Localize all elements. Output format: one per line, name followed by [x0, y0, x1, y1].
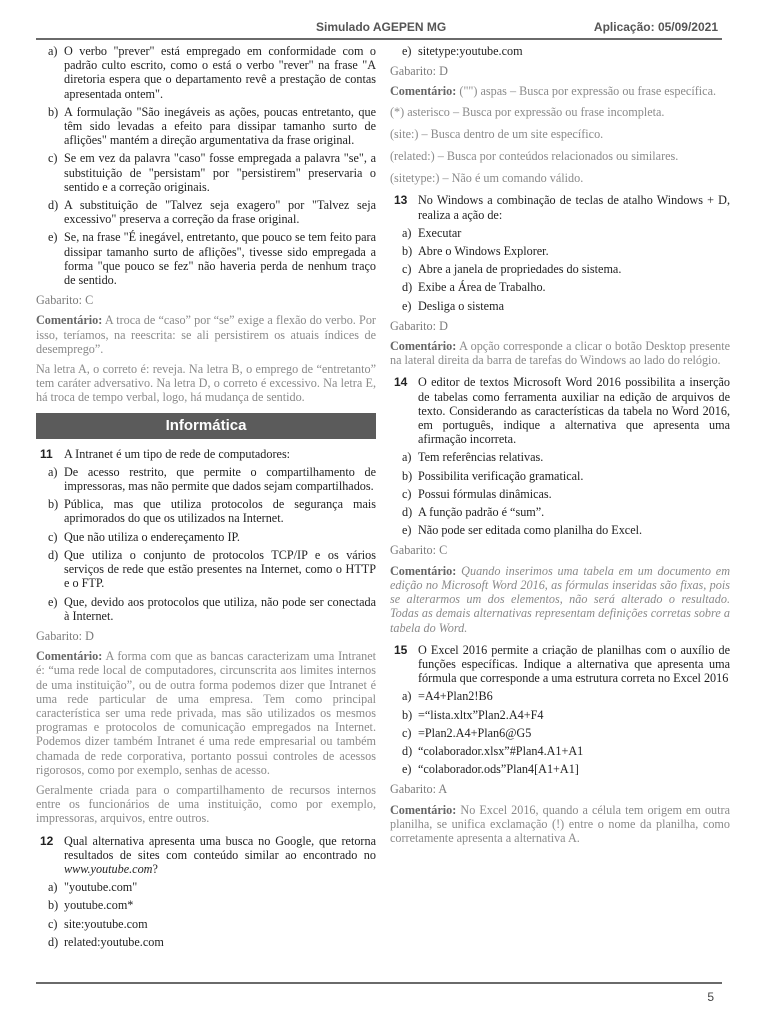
comment — [36, 313, 376, 356]
option-item — [390, 44, 730, 58]
comment-text: A opção corresponde a clicar o botão Desktop presente na lateral direita da barra de tarefas do Windows ao lado do relógio. — [390, 339, 730, 368]
application-date: Aplicação: 05/09/2021 — [593, 20, 718, 34]
option-text: Tem referências relativas. — [418, 450, 544, 465]
answer-key: Gabarito: C — [390, 543, 448, 558]
question-14 — [390, 375, 730, 446]
answer-key: Gabarito: D — [390, 318, 448, 333]
question-number: 13 — [394, 193, 408, 208]
page-header — [36, 14, 722, 36]
comment — [390, 339, 730, 367]
option-letter: c) — [48, 529, 58, 544]
comment-continued: Na letra A, o correto é: reveja. Na letra B, o emprego de “entretanto” tem caráter adversativo. Na letra D, o correto é excessivo. Na letra E, há troca de tempo verbal, logo, há mudança de sentido. — [36, 362, 376, 405]
option-letter: c) — [48, 151, 58, 166]
option-letter: b) — [402, 707, 413, 722]
option-text: Pública, mas que utiliza protocolos de segurança mais aprimorados do que os utilizados na Internet. — [64, 497, 376, 526]
option-item — [36, 44, 376, 101]
option-letter: d) — [402, 280, 413, 295]
option-letter: e) — [48, 230, 58, 245]
option-text: “colaborador.xlsx”#Plan4.A1+A1 — [418, 743, 584, 758]
operator-line: (sitetype:) – Não é um comando válido. — [390, 171, 584, 186]
question-text-wrap — [64, 834, 376, 877]
option-letter: d) — [402, 505, 413, 520]
left-column — [36, 44, 376, 953]
exam-title: Simulado AGEPEN MG — [316, 20, 447, 34]
question-number: 14 — [394, 375, 408, 390]
comment-label: Comentário: — [36, 313, 103, 328]
option-item — [36, 198, 376, 226]
option-text: Executar — [418, 225, 462, 240]
option-item — [36, 151, 376, 194]
page-number: 5 — [707, 990, 714, 1004]
comment-text: ("") aspas – Busca por expressão ou frase específica. — [456, 84, 717, 99]
option-letter: e) — [402, 298, 412, 313]
option-item — [390, 450, 730, 464]
question-number: 15 — [394, 642, 408, 657]
question-number: 11 — [40, 446, 53, 461]
option-item — [36, 935, 376, 949]
option-item — [390, 299, 730, 313]
option-letter: d) — [48, 547, 59, 562]
question-text: No Windows a combinação de teclas de atalho Windows + D, realiza a ação de: — [418, 193, 730, 222]
option-text: Que não utiliza o endereçamento IP. — [64, 529, 240, 544]
option-letter: a) — [48, 464, 58, 479]
option-letter: a) — [48, 880, 58, 895]
option-letter: a) — [402, 225, 412, 240]
option-letter: b) — [402, 468, 413, 483]
option-item — [36, 917, 376, 931]
option-text: A substituição de "Talvez seja exagero" por "Talvez seja excessivo" preserva a correção da frase original. — [64, 198, 376, 227]
option-text: Não pode ser editada como planilha do Excel. — [418, 523, 643, 538]
option-item — [390, 762, 730, 776]
question-text: Qual alternativa apresenta uma busca no Google, que retorna resultados de sites com conteúdo similar ao encontrado no — [64, 833, 376, 862]
question-11 — [36, 447, 376, 461]
question-text: A Intranet é um tipo de rede de computadores: — [64, 446, 291, 461]
prev-options — [36, 44, 376, 287]
question-15 — [390, 643, 730, 686]
option-item — [390, 226, 730, 240]
option-letter: b) — [48, 497, 59, 512]
option-text: “colaborador.ods”Plan4[A1+A1] — [418, 762, 579, 777]
option-letter: c) — [402, 486, 412, 501]
footer-rule — [36, 982, 722, 984]
option-text: youtube.com* — [64, 898, 134, 913]
option-letter: b) — [402, 244, 413, 259]
question-url: www.youtube.com — [64, 861, 153, 876]
option-letter: d) — [402, 743, 413, 758]
question-text: O Excel 2016 permite a criação de planilhas com o auxílio de funções específicas. Indique a alternativa que apresenta uma fórmula que corresponde a uma estrutura correta no Excel 2016 — [418, 642, 730, 686]
option-item — [390, 726, 730, 740]
option-letter: a) — [48, 44, 58, 58]
comment-text: A troca de “caso” por “se” exige a flexão do verbo. Por isso, teríamos, na reescrita: se ali persistirem os atuais índices de desemprego”. — [36, 313, 376, 356]
option-text: Exibe a Área de Trabalho. — [418, 280, 546, 295]
comment — [36, 649, 376, 777]
operator-line: (site:) – Busca dentro de um site específico. — [390, 126, 604, 141]
option-item — [390, 505, 730, 519]
option-letter: e) — [402, 762, 412, 777]
comment-label: Comentário: — [390, 563, 457, 578]
option-text: related:youtube.com — [64, 934, 164, 949]
option-text: =“lista.xltx”Plan2.A4+F4 — [418, 707, 544, 722]
option-letter: c) — [402, 725, 412, 740]
option-item — [390, 523, 730, 537]
option-text: Que utiliza o conjunto de protocolos TCP/IP e os vários serviços de rede que estão presentes na Internet, como o HTTP e o FTP. — [64, 547, 376, 591]
option-item — [390, 469, 730, 483]
comment — [390, 564, 730, 635]
answer-key: Gabarito: C — [36, 293, 94, 308]
comment-text: A forma com que as bancas caracterizam uma Intranet é: “uma rede local de computadores, circunscrita aos limites internos de uma instituição”, ou de outra forma podemos dizer que Intranet é uma rede particular de uma empresa. Tem como principal característica ser uma rede privada, mas são utilizados os mesmos programas e protocolos de comunicação empregados na Internet. Podemos dizer também Intranet é uma rede empresarial ou também chamada de rede corporativa, portanto possui controles de acessos rigorosos, como por exemplo, senhas de acesso. — [36, 649, 376, 777]
option-item — [390, 708, 730, 722]
option-text: "youtube.com" — [64, 880, 138, 895]
option-letter: e) — [402, 44, 412, 58]
comment-label: Comentário: — [390, 339, 457, 354]
option-item — [390, 244, 730, 258]
option-letter: c) — [48, 916, 58, 931]
option-item — [36, 497, 376, 525]
option-text: A função padrão é “sum”. — [418, 505, 545, 520]
option-text: =Plan2.A4+Plan6@G5 — [418, 725, 532, 740]
option-letter: e) — [402, 523, 412, 538]
option-text: Abre a janela de propriedades do sistema. — [418, 262, 622, 277]
option-text: Se, na frase "É inegável, entretanto, que pouco se tem feito para dissipar tamanho surto de aflições", tivesse sido empregada a forma "que pouco se fez" não haveria perda de nenhum traço de sentido. — [64, 230, 376, 288]
option-item — [36, 898, 376, 912]
question-number: 12 — [40, 833, 54, 848]
option-letter: c) — [402, 262, 412, 277]
option-item — [36, 230, 376, 287]
right-column — [390, 44, 730, 851]
option-letter: b) — [48, 104, 59, 119]
question-13 — [390, 193, 730, 221]
option-letter: d) — [48, 198, 59, 213]
option-item — [36, 530, 376, 544]
option-text: Possui fórmulas dinâmicas. — [418, 486, 552, 501]
option-item — [390, 280, 730, 294]
comment-label: Comentário: — [36, 649, 103, 664]
comment-label: Comentário: — [390, 84, 457, 99]
option-letter: e) — [48, 594, 58, 609]
option-letter: a) — [402, 450, 412, 465]
option-text: Possibilita verificação gramatical. — [418, 468, 584, 483]
section-title: Informática — [36, 413, 376, 439]
option-item — [36, 548, 376, 591]
option-item — [36, 595, 376, 623]
comment-text: Quando inserimos uma tabela em um documento em edição no Microsoft Word 2016, as fórmulas inseridas são fixas, pois se alterarmos um dos elementos, não será alterado o resultado. Todas as demais alternativas representam definições corretas sobre a tabela do Word. — [390, 563, 730, 635]
question-12 — [36, 834, 376, 877]
option-item — [390, 744, 730, 758]
option-text: A formulação "São inegáveis as ações, poucas entretanto, que têm sido levadas a efeito para dissipar tamanho surto de aflições" mantém a direção argumentativa da frase original. — [64, 104, 376, 148]
option-letter: b) — [48, 898, 59, 913]
comment-label: Comentário: — [390, 802, 457, 817]
operator-line: (related:) – Busca por conteúdos relacionados ou similares. — [390, 149, 679, 164]
option-text: Se em vez da palavra "caso" fosse empregada a palavra "se", a substituição de "persistam" por "persistirem" preservaria o sentido e a correção originais. — [64, 151, 376, 194]
question-text-end: ? — [152, 861, 158, 876]
option-text: Desliga o sistema — [418, 298, 504, 313]
answer-key: Gabarito: A — [390, 782, 448, 797]
comment-continued: Geralmente criada para o compartilhamento de recursos internos entre os funcionários de uma instituição, como por exemplo, impressoras, arquivos, entre outros. — [36, 782, 376, 826]
option-letter: a) — [402, 689, 412, 704]
operator-line: (*) asterisco – Busca por expressão ou frase incompleta. — [390, 104, 665, 119]
option-item — [390, 689, 730, 703]
option-text: O verbo "prever" está empregado em conformidade com o padrão culto escrito, como o está o verbo "rever" na frase "A diretoria espera que o departamento revê a prestação de contas apresentada ontem". — [64, 44, 376, 101]
comment — [390, 803, 730, 846]
answer-key: Gabarito: D — [36, 628, 94, 643]
option-text: Abre o Windows Explorer. — [418, 244, 549, 259]
header-rule — [36, 38, 722, 40]
option-text: sitetype:youtube.com — [418, 44, 523, 58]
option-text: Que, devido aos protocolos que utiliza, não pode ser conectada à Internet. — [64, 594, 376, 623]
option-item — [36, 880, 376, 894]
question-text: O editor de textos Microsoft Word 2016 possibilita a inserção de tabelas como ferramenta auxiliar na edição de arquivos de texto. Considerando as características da tabela no Word 2016, em português, indique a alternativa que apresenta uma afirmação incorreta. — [418, 375, 730, 447]
option-text: De acesso restrito, que permite o compartilhamento de impressoras, mas não permite que dados sejam compartilhados. — [64, 464, 376, 494]
option-item — [36, 105, 376, 148]
answer-key: Gabarito: D — [390, 64, 448, 79]
option-letter: d) — [48, 934, 59, 949]
option-text: =A4+Plan2!B6 — [418, 689, 493, 704]
option-item — [390, 262, 730, 276]
option-text: site:youtube.com — [64, 916, 148, 931]
option-item — [36, 465, 376, 493]
comment-text: No Excel 2016, quando a célula tem origem em outra planilha, se unifica exclamação (!) entre o nome da planilha, como corretamente apresenta a alternativa A. — [390, 802, 730, 845]
comment — [390, 84, 730, 98]
option-item — [390, 487, 730, 501]
